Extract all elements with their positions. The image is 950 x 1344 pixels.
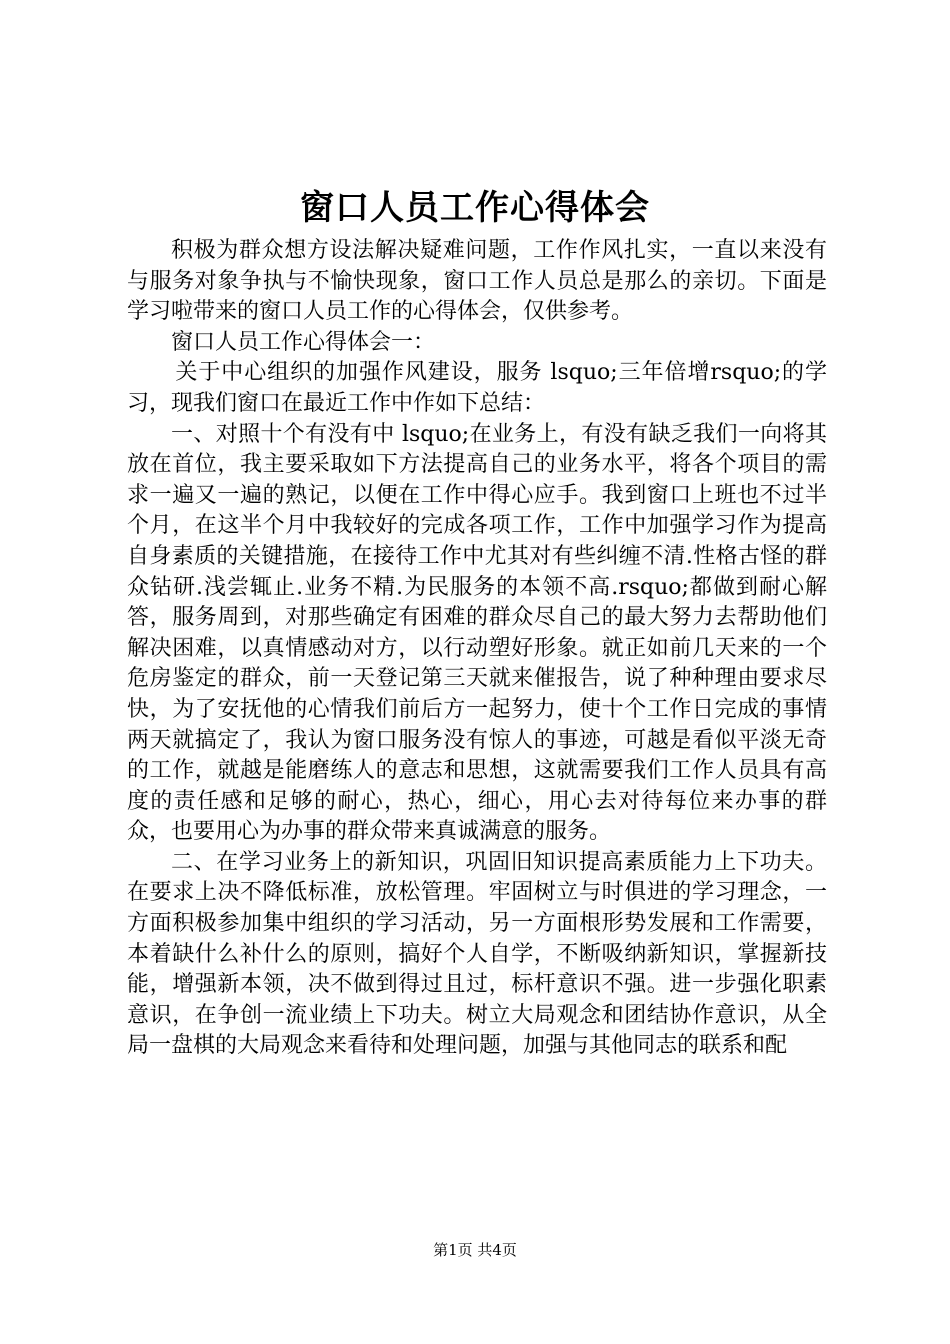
point-one-paragraph: 一、对照十个有没有中 lsquo;在业务上，有没有缺乏我们一向将其放在首位，我主要采取如下方法提高自己的业务水平，将各个项目的需求一遍又一遍的熟记，以便在工作中得心应手。我到窗口上班也不过半个月，在这半个月中我较好的完成各项工作，工作中加强学习作为提高自身素质的关键措施，在接待工作中尤其对有些纠缠不清.性格古怪的群众钻研.浅尝辄止.业务不精.为民服务的本领不高.rsquo;都做到耐心解答，服务周到，对那些确定有困难的群众尽自己的最大努力去帮助他们解决困难，以真情感动对方，以行动塑好形象。就正如前几天来的一个危房鉴定的群众，前一天登记第三天就来催报告，说了种种理由要求尽快，为了安抚他的心情我们前后方一起努力，使十个工作日完成的事情两天就搞定了，我认为窗口服务没有惊人的事迹，可越是看似平淡无奇的工作，就越是能磨练人的意志和思想，这就需要我们工作人员具有高度的责任感和足够的耐心，热心，细心，用心去对待每位来办事的群众，也要用心为办事的群众带来真诚满意的服务。 <box>127 421 827 845</box>
intro-paragraph: 积极为群众想方设法解决疑难问题，工作作风扎实，一直以来没有与服务对象争执与不愉快现象，窗口工作人员总是那么的亲切。下面是学习啦带来的窗口人员工作的心得体会，仅供参考。 <box>127 238 827 325</box>
page-number: 第1页 共4页 <box>433 1241 517 1259</box>
document-title: 窗口人员工作心得体会 <box>300 188 650 228</box>
document-body <box>127 236 827 1062</box>
section-heading: 窗口人员工作心得体会一： <box>171 329 436 355</box>
summary-paragraph: 关于中心组织的加强作风建设，服务 lsquo;三年倍增rsquo;的学习，现我们窗口在最近工作中作如下总结： <box>127 360 827 416</box>
point-two-paragraph: 二、在学习业务上的新知识，巩固旧知识提高素质能力上下功夫。在要求上决不降低标准，放松管理。牢固树立与时俱进的学习理念，一方面积极参加集中组织的学习活动，另一方面根形势发展和工作需要，本着缺什么补什么的原则，搞好个人自学，不断吸纳新知识，掌握新技能，增强新本领，决不做到得过且过，标杆意识不强。进一步强化职素意识，在争创一流业绩上下功夫。树立大局观念和团结协作意识，从全局一盘棋的大局观念来看待和处理问题，加强与其他同志的联系和配 <box>127 849 827 1059</box>
